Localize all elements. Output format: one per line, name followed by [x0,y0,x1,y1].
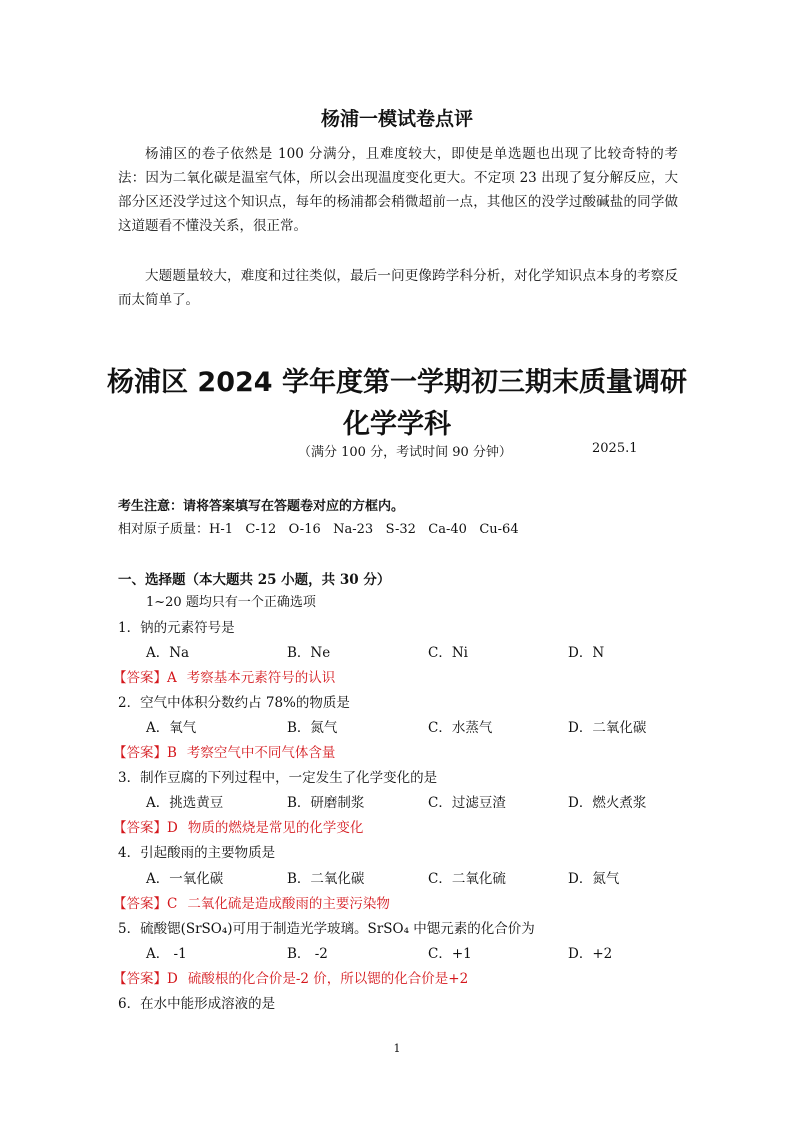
answer-note: 二氧化硫是造成酸雨的主要污染物 [187,896,390,912]
question-option: A．Na [146,645,190,661]
question-option: A．一氧化碳 [146,871,224,887]
question-option: B．研磨制浆 [287,795,365,811]
question-option: A．挑选黄豆 [146,795,224,811]
question-option: B． -2 [287,946,328,962]
review-paragraph-2: 大题题量较大，难度和过往类似，最后一问更像跨学科分析，对化学知识点本身的考察反而太简单了。 [118,268,678,308]
question-option: C．Ni [428,645,468,661]
answer-note: 考察基本元素符号的认识 [186,670,336,686]
answer-tag: 【答案】A [113,670,177,686]
question-stem: 6．在水中能形成溶液的是 [118,996,276,1012]
question-option: B．二氧化碳 [287,871,365,887]
question-stem: 1．钠的元素符号是 [118,620,235,636]
answer-line [113,967,468,987]
answer-line [113,816,363,836]
answer-note: 物质的燃烧是常见的化学变化 [187,820,364,836]
review-title: 杨浦一模试卷点评 [320,108,473,130]
question-option: A． -1 [146,946,187,962]
question-stem: 3．制作豆腐的下列过程中，一定发生了化学变化的是 [118,770,438,786]
answer-note: 硫酸根的化合价是-2 价，所以锶的化合价是+2 [187,971,469,987]
question-option: D．燃火煮浆 [568,795,647,811]
question-option: C．水蒸气 [428,720,493,736]
answer-line [113,741,335,761]
question-option: B．氮气 [287,720,338,736]
question-option: C．+1 [428,946,472,962]
answer-line [113,666,335,686]
answer-tag: 【答案】C [113,896,178,912]
question-option: D．N [568,645,605,661]
question-option: C．二氧化硫 [428,871,506,887]
atomic-masses: 相对原子质量：H-1 C-12 O-16 Na-23 S-32 Ca-40 Cu-64 [118,522,519,537]
exam-score-time: （满分 100 分，考试时间 90 分钟） [298,445,512,460]
answer-note: 考察空气中不同气体含量 [186,745,336,761]
section-hint: 1~20 题均只有一个正确选项 [146,595,316,610]
question-option: A．氧气 [146,720,197,736]
exam-notice: 考生注意：请将答案填写在答题卷对应的方框内。 [118,499,405,514]
question-stem: 2．空气中体积分数约占 78%的物质是 [118,695,350,711]
question-stem: 4．引起酸雨的主要物质是 [118,845,276,861]
section-title: 一、选择题（本大题共 25 小题，共 30 分） [118,572,391,588]
answer-line [113,892,390,912]
answer-tag: 【答案】D [113,971,178,987]
question-option: D．氮气 [568,871,620,887]
exam-subject: 化学学科 [343,409,451,440]
question-option: C．过滤豆渣 [428,795,506,811]
answer-tag: 【答案】D [113,820,178,836]
exam-date: 2025.1 [592,441,638,456]
answer-tag: 【答案】B [113,745,177,761]
question-option: B．Ne [287,645,331,661]
page-number: 1 [393,1042,401,1055]
review-paragraph-1: 杨浦区的卷子依然是 100 分满分，且难度较大，即使是单选题也出现了比较奇特的考法：因为二氧化碳是温室气体，所以会出现温度变化更大。不定项 23 出现了复分解反应，大部分区还没学过这个知识点，每年的杨浦都会稍微超前一点，其他区的没学过酸碱盐的同学做这道题看不懂没关系，很正常。 [118,146,678,234]
question-option: D．+2 [568,946,613,962]
question-stem: 5．硫酸锶(SrSO₄)可用于制造光学玻璃。SrSO₄ 中锶元素的化合价为 [118,921,535,937]
exam-title: 杨浦区 2024 学年度第一学期初三期末质量调研 [107,367,687,398]
question-option: D．二氧化碳 [568,720,647,736]
